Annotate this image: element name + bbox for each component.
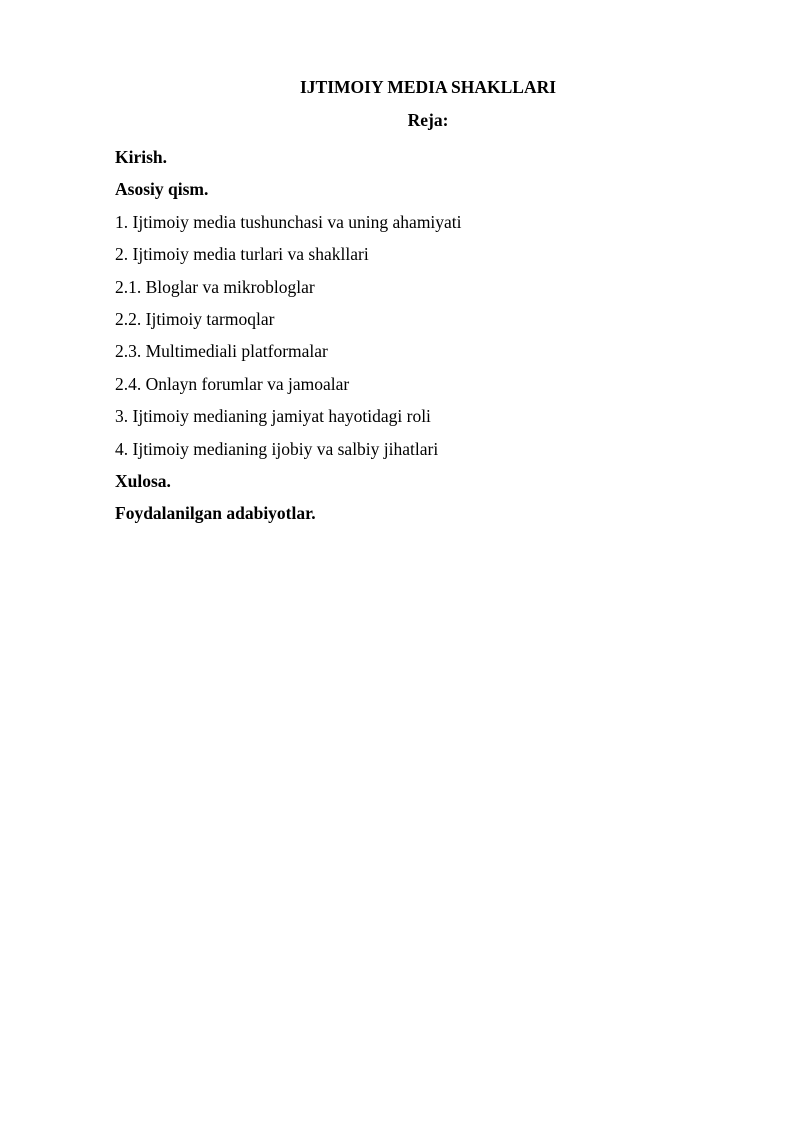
toc-item: 2. Ijtimoiy media turlari va shakllari	[115, 244, 369, 265]
toc-item: 2.4. Onlayn forumlar va jamoalar	[115, 373, 350, 394]
toc-item: Xulosa.	[115, 470, 171, 491]
toc-item: 1. Ijtimoiy media tushunchasi va uning ahamiyati	[115, 211, 462, 232]
table-of-contents	[115, 141, 462, 530]
toc-item: 2.2. Ijtimoiy tarmoqlar	[115, 308, 275, 329]
plan-heading: Reja:	[407, 110, 449, 130]
document-title: IJTIMOIY MEDIA SHAKLLARI	[299, 77, 557, 97]
toc-item: 2.1. Bloglar va mikrobloglar	[115, 276, 315, 297]
toc-item: Kirish.	[115, 147, 168, 167]
toc-item: Foydalanilgan adabiyotlar.	[115, 503, 316, 524]
toc-item: 4. Ijtimoiy medianing ijobiy va salbiy jihatlari	[115, 438, 439, 459]
toc-item: 3. Ijtimoiy medianing jamiyat hayotidagi roli	[115, 406, 431, 427]
toc-item: 2.3. Multimediali platformalar	[115, 341, 328, 362]
toc-item: Asosiy qism.	[115, 179, 209, 200]
